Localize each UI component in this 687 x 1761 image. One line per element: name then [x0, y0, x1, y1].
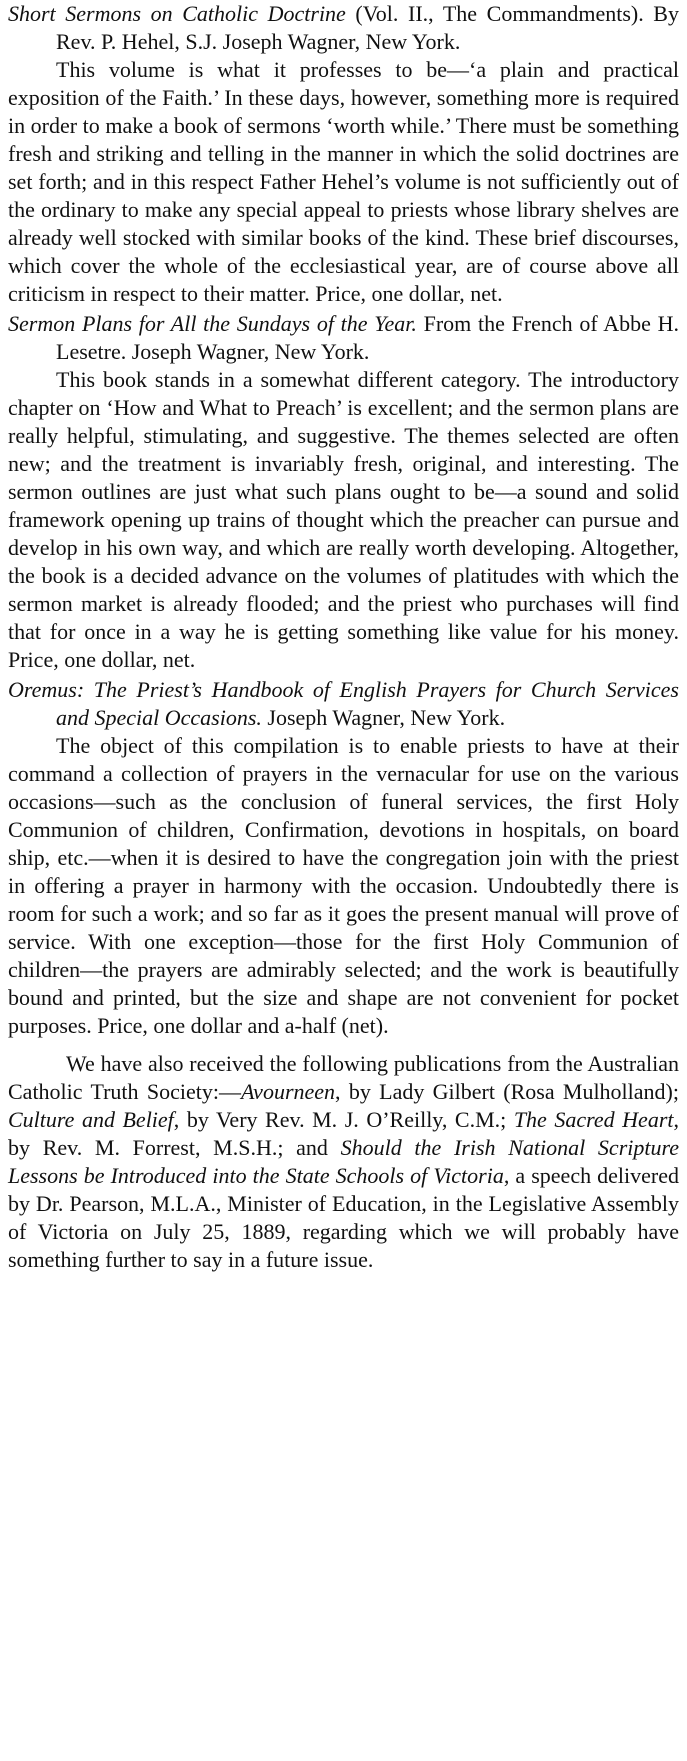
publication-title: Avourneen [240, 1079, 336, 1104]
publication-author: , by Very Rev. M. J. O’Reilly, C.M.; [173, 1107, 514, 1132]
publication-title: Culture and Belief [8, 1107, 174, 1132]
book-imprint: (Vol. II., The Commandments). By Rev. P. Hehel, S.J. Joseph Wagner, New York. [56, 1, 679, 54]
review-heading [8, 676, 679, 732]
review-entry [8, 310, 679, 674]
review-heading [8, 0, 679, 56]
publication-author: , by Rev. M. Forrest, M.S.H.; and [8, 1107, 679, 1160]
publication-description: , a speech delivered by Dr. Pearson, M.L.A., Minister of Education, in the Legislative Assembly of Victoria on July 25, 1889, regarding which we will probably have something further to say in a future issue. [8, 1163, 679, 1272]
book-imprint: Joseph Wagner, New York. [261, 705, 506, 730]
publications-received-paragraph [8, 1050, 679, 1274]
publication-title: The Sacred Heart [513, 1107, 674, 1132]
review-entry [8, 0, 679, 308]
publications-intro: We have also received the following publications from the Australian Catholic Truth Society:— [8, 1051, 679, 1104]
publication-title: Should the Irish National Scripture Lessons be Introduced into the State Schools of Victoria [8, 1135, 679, 1188]
review-heading [8, 310, 679, 366]
book-title: Sermon Plans for All the Sundays of the Year. [8, 311, 417, 336]
book-title: Oremus: The Priest’s Handbook of English Prayers for Church Services and Special Occasions. [8, 677, 679, 730]
review-text: This book stands in a somewhat different category. The introductory chapter on ‘How and What to Preach’ is excellent; and the sermon plans are really helpful, stimulating, and suggestive. The themes selected are often new; and the treatment is invariably fresh, original, and interesting. The sermon outlines are just what such plans ought to be—a sound and solid framework opening up trains of thought which the preacher can pursue and develop in his own way, and which are really worth developing. Altogether, the book is a decided advance on the volumes of platitudes with which the sermon market is already flooded; and the priest who purchases will find that for once in a way he is getting something like value for his money. Price, one dollar, net. [8, 367, 679, 672]
publication-author: , by Lady Gilbert (Rosa Mulholland); [335, 1079, 679, 1104]
book-title: Short Sermons on Catholic Doctrine [8, 1, 346, 26]
review-text: This volume is what it professes to be—‘a plain and practical exposition of the Faith.’ In these days, however, something more is required in order to make a book of sermons ‘worth while.’ There must be something fresh and striking and telling in the manner in which the solid doctrines are set forth; and in this respect Father Hehel’s volume is not sufficiently out of the ordinary to make any special appeal to priests whose library shelves are already well stocked with similar books of the kind. These brief discourses, which cover the whole of the ecclesiastical year, are of course above all criticism in respect to their matter. Price, one dollar, net. [8, 57, 679, 306]
book-imprint: From the French of Abbe H. Lesetre. Joseph Wagner, New York. [56, 311, 679, 364]
review-text: The object of this compilation is to enable priests to have at their command a collection of prayers in the vernacular for use on the various occasions—such as the conclusion of funeral services, the first Holy Communion of children, Confirmation, devotions in hospitals, on board ship, etc.—when it is desired to have the congregation join with the priest in offering a prayer in harmony with the occasion. Undoubtedly there is room for such a work; and so far as it goes the present manual will prove of service. With one exception—those for the first Holy Communion of children—the prayers are admirably selected; and the work is beautifully bound and printed, but the size and shape are not convenient for pocket purposes. Price, one dollar and a-half (net). [8, 733, 679, 1038]
review-entry [8, 676, 679, 1040]
